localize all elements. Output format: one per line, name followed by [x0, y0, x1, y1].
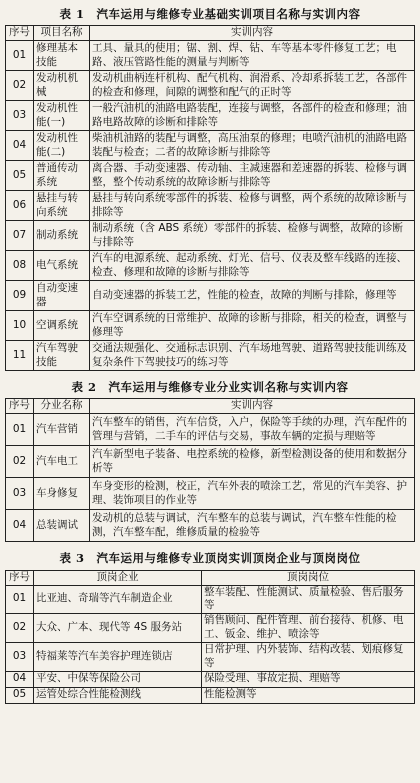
table-row — [6, 251, 415, 281]
table-row — [6, 510, 415, 542]
row-number: 01 — [6, 41, 34, 71]
project-name: 发动机机械 — [34, 71, 90, 101]
row-number: 04 — [6, 131, 34, 161]
table-row — [6, 71, 415, 101]
row-number: 03 — [6, 478, 34, 510]
specialty-name: 总装调试 — [34, 510, 90, 542]
table-row — [6, 341, 415, 371]
table-row — [6, 101, 415, 131]
project-name: 发动机性能(一) — [34, 101, 90, 131]
training-content: 汽车空调系统的日常维护、故障的诊断与排除，相关的检查，调整与修理等 — [90, 311, 415, 341]
table2-caption — [5, 380, 415, 395]
table-row — [6, 446, 415, 478]
training-content: 离合器、手动变速器、传动轴、主减速器和差速器的拆装、检修与调整，整个传动系统的故障诊断与排除等 — [90, 161, 415, 191]
training-content: 汽车的电源系统、起动系统、灯光、信号、仪表及整车线路的连接、检查、修理和故障的诊断与排除等 — [90, 251, 415, 281]
row-number: 02 — [6, 614, 34, 643]
table-row — [6, 687, 415, 703]
row-number: 07 — [6, 221, 34, 251]
training-content: 制动系统（含 ABS 系统）零部件的拆装、检修与调整，故障的诊断与排除等 — [90, 221, 415, 251]
project-name: 电气系统 — [34, 251, 90, 281]
table1-caption-text: 汽车运用与维修专业基础实训项目名称与实训内容 — [96, 7, 361, 21]
training-content: 发动机曲柄连杆机构、配气机构、润滑系、冷却系拆装工艺，各部件的检查和修理，间隙的调整和配气的正时等 — [90, 71, 415, 101]
project-name: 修理基本技能 — [34, 41, 90, 71]
training-content: 车身变形的检测，校正，汽车外表的喷涂工艺，常见的汽车美容、护理、装饰项目的作业等 — [90, 478, 415, 510]
host-post: 性能检测等 — [202, 687, 415, 703]
host-company: 运管处综合性能检测线 — [34, 687, 202, 703]
table2-caption-number: 表 2 — [71, 380, 97, 395]
table1-header-content: 实训内容 — [90, 26, 415, 41]
project-name: 空调系统 — [34, 311, 90, 341]
table3-header-no: 序号 — [6, 570, 34, 585]
table1-caption — [5, 7, 415, 22]
row-number: 04 — [6, 671, 34, 687]
row-number: 05 — [6, 161, 34, 191]
table-row — [6, 41, 415, 71]
specialty-name: 汽车营销 — [34, 414, 90, 446]
specialty-name: 车身修复 — [34, 478, 90, 510]
table-row — [6, 414, 415, 446]
host-company: 大众、广本、现代等 4S 服务站 — [34, 614, 202, 643]
project-name: 制动系统 — [34, 221, 90, 251]
table-row — [6, 311, 415, 341]
table1-header-name: 项目名称 — [34, 26, 90, 41]
row-number: 05 — [6, 687, 34, 703]
table-row — [6, 614, 415, 643]
table-row — [6, 671, 415, 687]
table3-caption-text: 汽车运用与维修专业顶岗实训顶岗企业与顶岗岗位 — [96, 551, 361, 566]
project-name: 普通传动系统 — [34, 161, 90, 191]
table2-header-content: 实训内容 — [90, 399, 415, 414]
table3-header-company: 顶岗企业 — [34, 570, 202, 585]
training-content: 自动变速器的拆装工艺，性能的检查，故障的判断与排除，修理等 — [90, 281, 415, 311]
row-number: 03 — [6, 101, 34, 131]
table2-header-no: 序号 — [6, 399, 34, 414]
host-company: 特福莱等汽车美容护理连锁店 — [34, 642, 202, 671]
training-content: 发动机的总装与调试，汽车整车的总装与调试，汽车整车性能的检测，汽车整车配，维修质量的检验等 — [90, 510, 415, 542]
row-number: 02 — [6, 446, 34, 478]
table2-header-name: 分业名称 — [34, 399, 90, 414]
table3 — [5, 570, 415, 704]
specialty-name: 汽车电工 — [34, 446, 90, 478]
training-content: 汽车新型电子装备、电控系统的检修，新型检测设备的使用和数据分析等 — [90, 446, 415, 478]
project-name: 自动变速器 — [34, 281, 90, 311]
table-row — [6, 221, 415, 251]
row-number: 04 — [6, 510, 34, 542]
project-name: 悬挂与转向系统 — [34, 191, 90, 221]
row-number: 01 — [6, 414, 34, 446]
host-post: 日常护理、内外装饰、结构改装、划痕修复等 — [202, 642, 415, 671]
table3-caption — [5, 551, 415, 566]
table1-caption-number: 表 1 — [59, 7, 85, 21]
row-number: 11 — [6, 341, 34, 371]
host-company: 比亚迪、奇瑞等汽车制造企业 — [34, 585, 202, 614]
table-row — [6, 281, 415, 311]
table1-header-no: 序号 — [6, 26, 34, 41]
table-row — [6, 478, 415, 510]
training-content: 交通法规强化、交通标志识别、汽车场地驾驶、道路驾驶技能训练及复杂条件下驾驶技巧的练习等 — [90, 341, 415, 371]
row-number: 01 — [6, 585, 34, 614]
table3-header-row — [6, 570, 415, 585]
project-name: 汽车驾驶技能 — [34, 341, 90, 371]
row-number: 02 — [6, 71, 34, 101]
row-number: 10 — [6, 311, 34, 341]
row-number: 03 — [6, 642, 34, 671]
table1-header-row — [6, 26, 415, 41]
table3-header-post: 顶岗岗位 — [202, 570, 415, 585]
project-name: 发动机性能(二) — [34, 131, 90, 161]
table-row — [6, 642, 415, 671]
table2-header-row — [6, 399, 415, 414]
training-content: 悬挂与转向系统零部件的拆装、检修与调整，两个系统的故障诊断与排除等 — [90, 191, 415, 221]
training-content: 柴油机油路的装配与调整，高压油泵的修理；电喷汽油机的油路电路装配与检查；二者的故障诊断与排除等 — [90, 131, 415, 161]
host-post: 整车装配、性能测试、质量检验、售后服务等 — [202, 585, 415, 614]
table-row — [6, 585, 415, 614]
table3-caption-number: 表 3 — [59, 551, 85, 566]
table-row — [6, 161, 415, 191]
table2-caption-text: 汽车运用与维修专业分业实训名称与实训内容 — [108, 380, 349, 395]
host-company: 平安、中保等保险公司 — [34, 671, 202, 687]
host-post: 保险受理、事故定损、理赔等 — [202, 671, 415, 687]
row-number: 06 — [6, 191, 34, 221]
table2 — [5, 398, 415, 542]
table1 — [5, 25, 415, 371]
row-number: 09 — [6, 281, 34, 311]
training-content: 工具、量具的使用；锯、割、焊、钻、车等基本零件修复工艺；电路、液压管路性能的测量与判断等 — [90, 41, 415, 71]
training-content: 一般汽油机的油路电路装配，连接与调整，各部件的检查和修理；油路电路故障的诊断和排除等 — [90, 101, 415, 131]
host-post: 销售顾问、配件管理、前台接待、机修、电工、钣金、维护、喷涂等 — [202, 614, 415, 643]
table-row — [6, 191, 415, 221]
row-number: 08 — [6, 251, 34, 281]
training-content: 汽车整车的销售，汽车信贷，入户，保险等手续的办理，汽车配件的管理与营销，二手车的评估与交易，事故车辆的定损与理赔等 — [90, 414, 415, 446]
table-row — [6, 131, 415, 161]
